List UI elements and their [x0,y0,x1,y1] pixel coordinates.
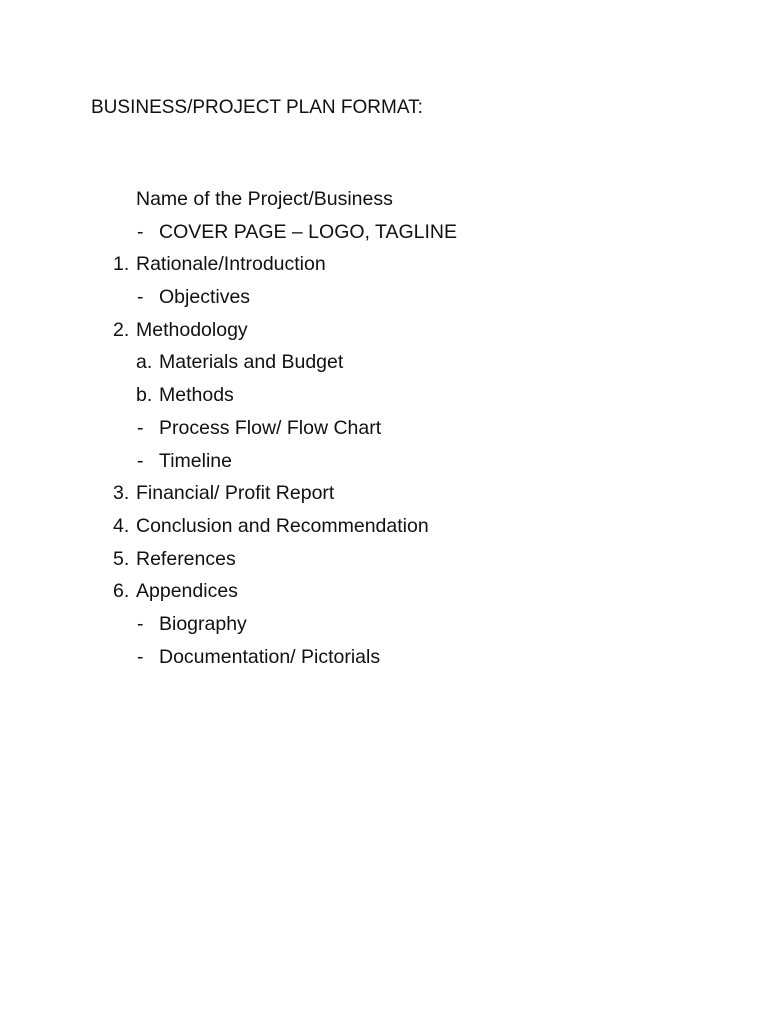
outline-item-text: Rationale/Introduction [136,253,326,276]
outline-item-text: Conclusion and Recommendation [136,514,429,537]
outline-item-text: Materials and Budget [159,351,344,374]
outline-item-methods [0,382,768,415]
outline-item-marker: - [137,449,144,472]
outline-item-text: Name of the Project/Business [136,188,393,210]
outline-item-marker: - [137,220,144,243]
document-title: BUSINESS/PROJECT PLAN FORMAT: [91,97,423,118]
outline-item-text: Methods [159,384,234,407]
outline-item-materials-budget [0,349,768,382]
outline-item-text: COVER PAGE – LOGO, TAGLINE [159,220,458,243]
outline-item-marker: - [137,286,144,309]
outline-item-text: Biography [159,612,247,635]
outline-item-text: Documentation/ Pictorials [159,645,381,668]
outline-item-documentation [0,644,768,677]
outline-item-text: Methodology [136,318,248,341]
outline-item-rationale [0,251,768,284]
outline-item-text: Financial/ Profit Report [136,482,335,505]
outline-item-text: Process Flow/ Flow Chart [159,416,382,439]
outline-item-marker: 4. [113,514,130,537]
outline-item-text: References [136,547,236,570]
outline-item-marker: - [137,416,144,439]
outline-item-marker: - [137,645,144,668]
outline-item-project-name [0,186,768,219]
outline-item-cover-page [0,219,768,252]
outline-item-marker: b. [136,384,153,407]
outline-item-objectives [0,284,768,317]
outline-item-marker: 3. [113,482,130,505]
outline-item-methodology [0,317,768,350]
outline-item-financial-report [0,480,768,513]
outline-item-conclusion [0,513,768,546]
outline-item-text: Objectives [159,286,251,309]
outline-item-process-flow [0,415,768,448]
outline-item-marker: a. [136,351,153,374]
outline-item-marker: 6. [113,580,130,603]
outline-item-appendices [0,578,768,611]
outline-item-marker: 5. [113,547,130,570]
outline-item-marker: 1. [113,253,130,276]
outline-item-text: Appendices [136,580,238,603]
plan-outline [0,186,768,676]
outline-item-biography [0,611,768,644]
outline-item-marker: 2. [113,318,130,341]
outline-item-marker: - [137,612,144,635]
outline-item-text: Timeline [159,449,232,472]
outline-item-references [0,546,768,579]
outline-item-timeline [0,448,768,481]
